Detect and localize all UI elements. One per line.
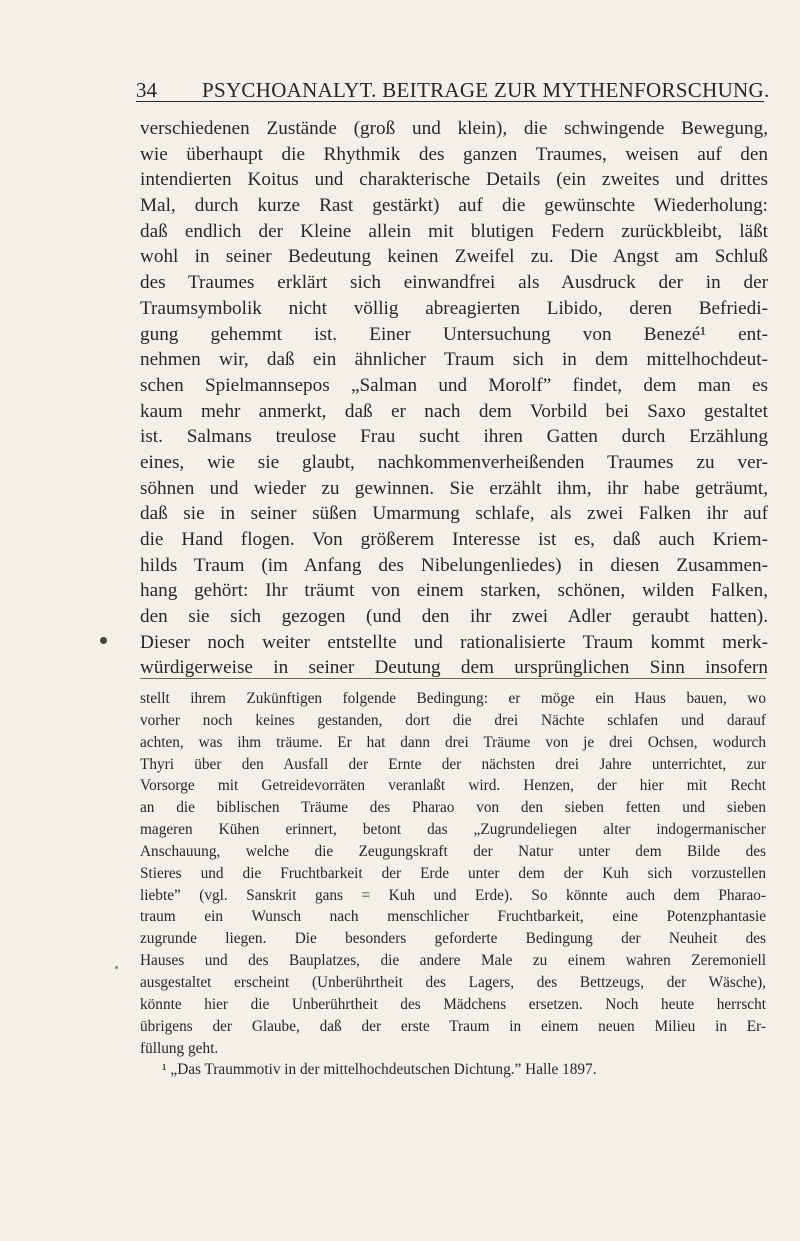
text-line: wohl in seiner Bedeutung keinen Zweifel zu. Die Angst am Schluß	[140, 246, 768, 268]
text-line: des Traumes erklärt sich einwandfrei als Ausdruck der in der	[140, 272, 768, 294]
text-line: eines, wie sie glaubt, nachkommenverheißenden Traumes zu ver-	[140, 451, 768, 473]
footnote-line: mageren Kühen erinnert, betont das „Zugrundeliegen alter indogermanischer	[140, 821, 766, 839]
text-line: Traumsymbolik nicht völlig abreagierten Libido, deren Befriedi-	[140, 297, 768, 319]
header-rule	[136, 101, 764, 102]
text-line: nehmen wir, daß ein ähnlicher Traum sich in dem mittelhochdeut-	[140, 349, 768, 371]
text-line: wie überhaupt die Rhythmik des ganzen Traumes, weisen auf den	[140, 143, 768, 165]
text-line: schen Spielmannsepos „Salman und Morolf” findet, dem man es	[140, 374, 768, 396]
ink-speck-small	[115, 966, 118, 969]
footnote-line: Anschauung, welche die Zeugungskraft der Natur unter dem Bilde des	[140, 842, 766, 860]
footnote-1: ¹ „Das Traummotiv in der mittelhochdeutschen Dichtung.” Halle 1897.	[162, 1061, 597, 1079]
text-line: hilds Traum (im Anfang des Nibelungenliedes) in diesen Zusammen-	[140, 554, 768, 576]
text-line: daß endlich der Kleine allein mit blutigen Federn zurückbleibt, läßt	[140, 220, 768, 242]
footnote-line: achten, was ihm träume. Er hat dann drei Träume von je drei Ochsen, wodurch	[140, 733, 766, 751]
footnote-block	[140, 688, 766, 1081]
text-line: kaum mehr anmerkt, daß er nach dem Vorbild bei Saxo gestaltet	[140, 400, 768, 422]
running-head-title: PSYCHOANALYT. BEITRAGE ZUR MYTHENFORSCHUNG.	[202, 78, 770, 102]
text-line: intendierten Koitus und charakterische Details (ein zweites und drittes	[140, 169, 768, 191]
footnote-line: zugrunde liegen. Die besonders geforderte Bedingung der Neuheit des	[140, 930, 766, 948]
footnote-line: Stieres und die Fruchtbarkeit der Erde unter dem der Kuh sich vorzustellen	[140, 864, 766, 882]
footnote-line: stellt ihrem Zukünftigen folgende Bedingung: er möge ein Haus bauen, wo	[140, 690, 766, 707]
footnote-separator	[140, 678, 766, 679]
text-line: Mal, durch kurze Rast gestärkt) auf die gewünschte Wiederholung:	[140, 195, 768, 217]
text-line: würdigerweise in seiner Deutung dem ursprünglichen Sinn insofern	[140, 657, 768, 679]
footnote-line: liebte” (vgl. Sanskrit gans = Kuh und Erde). So könnte auch dem Pharao-	[140, 886, 766, 904]
footnote-line: traum ein Wunsch nach menschlicher Fruchtbarkeit, eine Potenzphantasie	[140, 908, 766, 926]
text-line: Dieser noch weiter entstellte und rationalisierte Traum kommt merk-	[140, 631, 768, 653]
footnote-line: vorher noch keines gestanden, dort die drei Nächte schlafen und darauf	[140, 711, 766, 729]
text-line: verschiedenen Zustände (groß und klein), die schwingende Bewegung,	[140, 118, 768, 139]
text-line: hang gehört: Ihr träumt von einem starken, schönen, wilden Falken,	[140, 580, 768, 602]
page-number: 34	[136, 78, 157, 102]
footnote-line: Thyri über den Ausfall der Ernte der nächsten drei Jahre unterrichtet, zur	[140, 755, 766, 773]
footnote-line: Vorsorge mit Getreidevorräten veranlaßt wird. Henzen, der hier mit Recht	[140, 777, 766, 795]
footnote-line: füllung geht.	[140, 1039, 219, 1057]
text-line: den sie sich gezogen (und den ihr zwei Adler geraubt hatten).	[140, 606, 768, 628]
main-body-text	[140, 116, 768, 681]
text-line: daß sie in seiner süßen Umarmung schlafe, als zwei Falken ihr auf	[140, 503, 768, 525]
text-line: söhnen und wieder zu gewinnen. Sie erzählt ihm, ihr habe geträumt,	[140, 477, 768, 499]
text-line: ist. Salmans treulose Frau sucht ihren Gatten durch Erzählung	[140, 426, 768, 448]
text-line: die Hand flogen. Von größerem Interesse ist es, daß auch Kriem-	[140, 529, 768, 550]
ink-speck	[100, 637, 107, 644]
footnote-line: könnte hier die Unberührtheit des Mädchens ersetzen. Noch heute herrscht	[140, 995, 766, 1013]
footnote-line: Hauses und des Bauplatzes, die andere Male zu einem wahren Zeremoniell	[140, 952, 766, 970]
footnote-line: übrigens der Glaube, daß der erste Traum in einem neuen Milieu in Er-	[140, 1017, 766, 1035]
text-line: gung gehemmt ist. Einer Untersuchung von Benezé¹ ent-	[140, 323, 768, 345]
footnote-line: an die biblischen Träume des Pharao von den sieben fetten und sieben	[140, 799, 766, 817]
footnote-line: ausgestaltet erscheint (Unberührtheit des Lagers, des Bettzeugs, der Wäsche),	[140, 973, 766, 991]
